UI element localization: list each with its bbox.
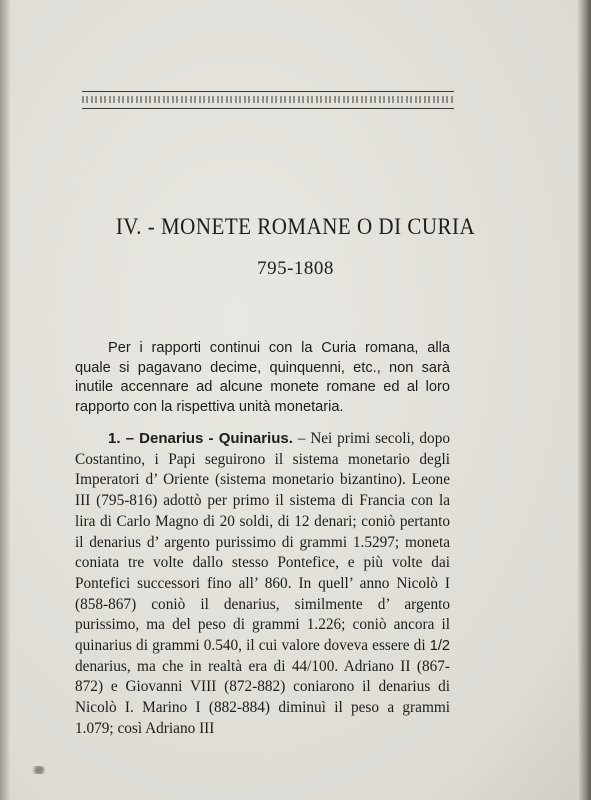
chapter-dates: 795-1808	[257, 258, 334, 279]
section-body-continued: denarius, ma che in realtà era di 44/100. Adriano II (867-872) e Giovanni VIII (872-882) coniarono il denarius di Nicolò I. Marino I (882-884) diminuì il peso a grammi 1.079; così Adriano III	[75, 657, 450, 737]
decorative-ornament-band	[82, 91, 454, 109]
ornament-pattern	[82, 96, 454, 103]
fraction-half: 1/2	[429, 638, 450, 655]
page-right-edge	[577, 0, 591, 800]
page-left-edge	[0, 0, 10, 800]
section-paragraph	[75, 429, 450, 740]
intro-paragraph: Per i rapporti continui con la Curia romana, alla quale si pagavano decime, quinquenni, etc., non sarà inutile accennare ad alcune monete romane ed al loro rapporto con la rispettiva unità monetaria.	[75, 340, 450, 416]
section-body: – Nei primi secoli, dopo Costantino, i Papi seguirono il sistema monetario degli Imperatori d’ Oriente (sistema monetario bizantino). Leone III (795-816) adottò per primo il sistema di Francia con la lira di Carlo Magno di 20 soldi, di 12 denari; coniò pertanto il denarius d’ argento purissimo di grammi 1.5297; moneta coniata tre volte dallo stesso Pontefice, e più volte dai Pontefici successori fino all’ 860. In quell’ anno Nicolò I (858-867) coniò il denarius, similmente d’ argento purissimo, ma del peso di grammi 1.226; coniò ancora il quinarius di grammi 0.540, il cui valore doveva essere di	[75, 430, 450, 655]
section-heading: 1. – Denarius - Quinarius.	[108, 430, 293, 447]
page-smudge-mark	[30, 766, 48, 774]
chapter-title: IV. - MONETE ROMANE O DI CURIA	[115, 212, 476, 240]
